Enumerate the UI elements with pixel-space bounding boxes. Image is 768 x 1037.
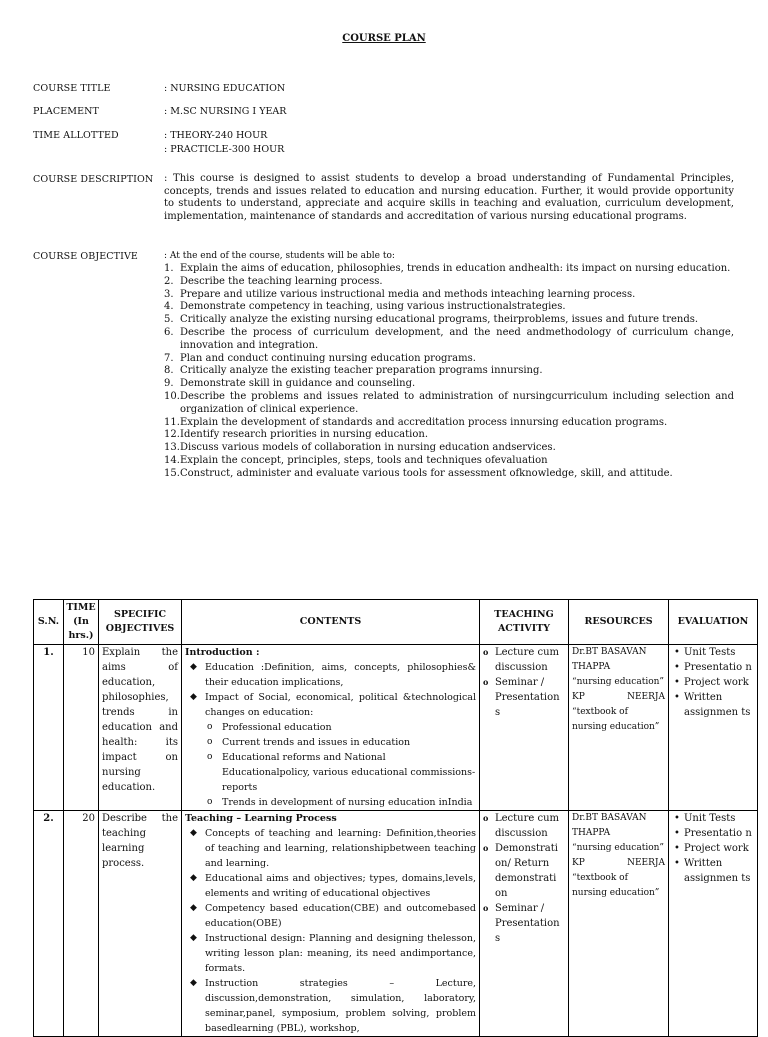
objective-item: 15. Construct, administer and evaluate various tools for assessment ofknowledge, skill, and attitude. xyxy=(164,467,673,479)
time-allotted-label: TIME ALLOTTED xyxy=(33,130,119,141)
diamond-bullet-icon: ◆ xyxy=(190,903,197,913)
content-subitem: o Professional education xyxy=(207,722,332,733)
objective-item: 14. Explain the concept, principles, steps, tools and techniques ofevaluation xyxy=(164,454,548,466)
circle-bullet-icon: o xyxy=(483,903,489,913)
bullet-icon: • xyxy=(674,828,680,839)
evaluation-item: • Unit Tests xyxy=(674,813,736,824)
objective-item: 1. Explain the aims of education, philosophies, trends in education andhealth: its impact on nursing education. xyxy=(164,263,731,274)
objective-item: 9. Demonstrate skill in guidance and counseling. xyxy=(164,378,416,390)
course-title-label: COURSE TITLE xyxy=(33,83,111,94)
content-item: ◆ Instruction strategies – Lecture, discussion,demonstration, simulation, laboratory, seminar,panel, symposium, problem solving, problem basedlearning (PBL), workshop, xyxy=(190,978,476,1034)
content-item: ◆ Educational aims and objectives; types, domains,levels, elements and writing of educational objectives xyxy=(190,873,476,899)
evaluation-item: • Written assignmen ts xyxy=(674,692,751,718)
header-objectives: SPECIFIC OBJECTIVES xyxy=(99,600,182,645)
header-evaluation: EVALUATION xyxy=(669,600,758,645)
content-subitem: o Educational reforms and National Educationalpolicy, various educational commissions-reports xyxy=(207,752,476,793)
unit-heading: Teaching – Learning Process xyxy=(185,813,337,824)
course-objective-label: COURSE OBJECTIVE xyxy=(33,251,138,262)
circle-bullet-icon: o xyxy=(207,722,213,732)
objective-item: 13. Discuss various models of collaboration in nursing education andservices. xyxy=(164,442,556,454)
circle-bullet-icon: o xyxy=(483,843,489,853)
table-row xyxy=(34,811,758,1037)
circle-bullet-icon: o xyxy=(207,737,213,747)
bullet-icon: • xyxy=(674,662,680,673)
objectives-list xyxy=(164,263,734,481)
evaluation-item: • Project work xyxy=(674,677,749,688)
diamond-bullet-icon: ◆ xyxy=(190,828,197,838)
time-theory-value: : THEORY-240 HOUR xyxy=(164,130,268,141)
objective-item: 7. Plan and conduct continuing nursing education programs. xyxy=(164,352,476,364)
row-objective: Explain the aims of education, philosophies, trends in education and health: its impact on nursing education. xyxy=(99,645,182,811)
activity-item: o Seminar / Presentation s xyxy=(483,903,560,944)
header-sn: S.N. xyxy=(34,600,64,645)
diamond-bullet-icon: ◆ xyxy=(190,978,197,988)
row-activity xyxy=(480,645,569,811)
course-plan-table xyxy=(33,599,758,1037)
row-time: 10 xyxy=(64,645,99,811)
content-item: ◆ Education :Definition, aims, concepts, philosophies& their education implications, xyxy=(190,662,476,688)
resource-author: KP NEERJA xyxy=(572,858,665,868)
resource-author: Dr.BT BASAVAN THAPPA xyxy=(572,813,647,838)
evaluation-item: • Project work xyxy=(674,843,749,854)
header-activity: TEACHING ACTIVITY xyxy=(480,600,569,645)
row-sn: 2. xyxy=(34,811,64,1037)
page-title: COURSE PLAN xyxy=(342,33,426,44)
table-header-row xyxy=(34,600,758,645)
evaluation-item: • Unit Tests xyxy=(674,647,736,658)
time-practical-value: : PRACTICLE-300 HOUR xyxy=(164,144,285,155)
objective-item: 12. Identify research priorities in nursing education. xyxy=(164,429,428,441)
evaluation-item: • Presentatio n xyxy=(674,828,752,839)
content-item: ◆ Impact of Social, economical, political &technological changes on education: xyxy=(190,692,476,718)
circle-bullet-icon: o xyxy=(207,797,213,807)
evaluation-item: • Presentatio n xyxy=(674,662,752,673)
row-resources xyxy=(569,645,669,811)
bullet-icon: • xyxy=(674,858,680,869)
resource-author: KP NEERJA xyxy=(572,692,665,702)
evaluation-item: • Written assignmen ts xyxy=(674,858,751,884)
resource-book: “textbook of nursing education” xyxy=(572,873,660,898)
bullet-icon: • xyxy=(674,813,680,824)
objective-item: 10. Describe the problems and issues related to administration of nursingcurriculum including selection and organization of clinical experience. xyxy=(164,390,734,415)
row-time: 20 xyxy=(64,811,99,1037)
course-description-label: COURSE DESCRIPTION xyxy=(33,174,154,185)
diamond-bullet-icon: ◆ xyxy=(190,692,197,702)
activity-item: o Seminar / Presentation s xyxy=(483,677,560,718)
resource-book: “nursing education” xyxy=(572,843,665,853)
content-item: ◆ Competency based education(CBE) and outcomebased education(OBE) xyxy=(190,903,476,929)
row-sn: 1. xyxy=(34,645,64,811)
circle-bullet-icon: o xyxy=(483,647,489,657)
unit-heading: Introduction : xyxy=(185,647,260,658)
header-resources: RESOURCES xyxy=(569,600,669,645)
row-evaluation xyxy=(669,645,758,811)
bullet-icon: • xyxy=(674,692,680,703)
header-contents: CONTENTS xyxy=(182,600,480,645)
placement-value: : M.SC NURSING I YEAR xyxy=(164,106,287,117)
course-title-value: : NURSING EDUCATION xyxy=(164,83,286,94)
objective-item: 4. Demonstrate competency in teaching, using various instructionalstrategies. xyxy=(164,301,566,313)
content-item: ◆ Instructional design: Planning and designing thelesson, writing lesson plan: meaning, its need andimportance, formats. xyxy=(190,933,476,974)
table-row xyxy=(34,645,758,811)
activity-item: o Demonstrati on/ Return demonstrati on xyxy=(483,843,558,899)
diamond-bullet-icon: ◆ xyxy=(190,662,197,672)
content-subitem: o Trends in development of nursing education inIndia xyxy=(207,797,473,808)
objective-item: 2. Describe the teaching learning process. xyxy=(164,275,383,287)
bullet-icon: • xyxy=(674,843,680,854)
bullet-icon: • xyxy=(674,647,680,658)
content-subitem: o Current trends and issues in education xyxy=(207,737,411,748)
resource-book: “textbook of nursing education” xyxy=(572,707,660,732)
activity-item: o Lecture cum discussion xyxy=(483,813,560,839)
header-time: TIME (In hrs.) xyxy=(64,600,99,645)
row-contents xyxy=(182,811,480,1037)
objective-item: 3. Prepare and utilize various instructional media and methods inteaching learning process. xyxy=(164,288,636,300)
placement-label: PLACEMENT xyxy=(33,106,99,117)
circle-bullet-icon: o xyxy=(207,752,213,762)
objective-item: 11. Explain the development of standards and accreditation process innursing education programs. xyxy=(164,416,668,428)
resource-book: “nursing education” xyxy=(572,677,665,687)
circle-bullet-icon: o xyxy=(483,677,489,687)
objective-item: 6. Describe the process of curriculum development, and the need andmethodology of curriculum change, innovation and integration. xyxy=(164,326,734,351)
row-objective: Describe the teaching learning process. xyxy=(99,811,182,1037)
row-evaluation xyxy=(669,811,758,1037)
diamond-bullet-icon: ◆ xyxy=(190,873,197,883)
resource-author: Dr.BT BASAVAN THAPPA xyxy=(572,647,647,672)
row-resources xyxy=(569,811,669,1037)
circle-bullet-icon: o xyxy=(483,813,489,823)
objective-item: 8. Critically analyze the existing teacher preparation programs innursing. xyxy=(164,365,543,377)
course-description-text: : This course is designed to assist students to develop a broad understanding of Fundamental Principles, concepts, trends and issues related to education and nursing education. Further, it would provide opportunity to students to understand, appreciate and acquire skills in teaching and evaluation, curriculum development, implementation, maintenance of standards and accreditation of various nursing educational programs. xyxy=(164,173,734,222)
row-contents xyxy=(182,645,480,811)
diamond-bullet-icon: ◆ xyxy=(190,933,197,943)
row-activity xyxy=(480,811,569,1037)
course-objective-intro: : At the end of the course, students will be able to: xyxy=(164,251,395,261)
activity-item: o Lecture cum discussion xyxy=(483,647,560,673)
content-item: ◆ Concepts of teaching and learning: Definition,theories of teaching and learning, relationshipbetween teaching and learning. xyxy=(190,828,476,869)
objective-item: 5. Critically analyze the existing nursing educational programs, theirproblems, issues and future trends. xyxy=(164,314,699,326)
bullet-icon: • xyxy=(674,677,680,688)
